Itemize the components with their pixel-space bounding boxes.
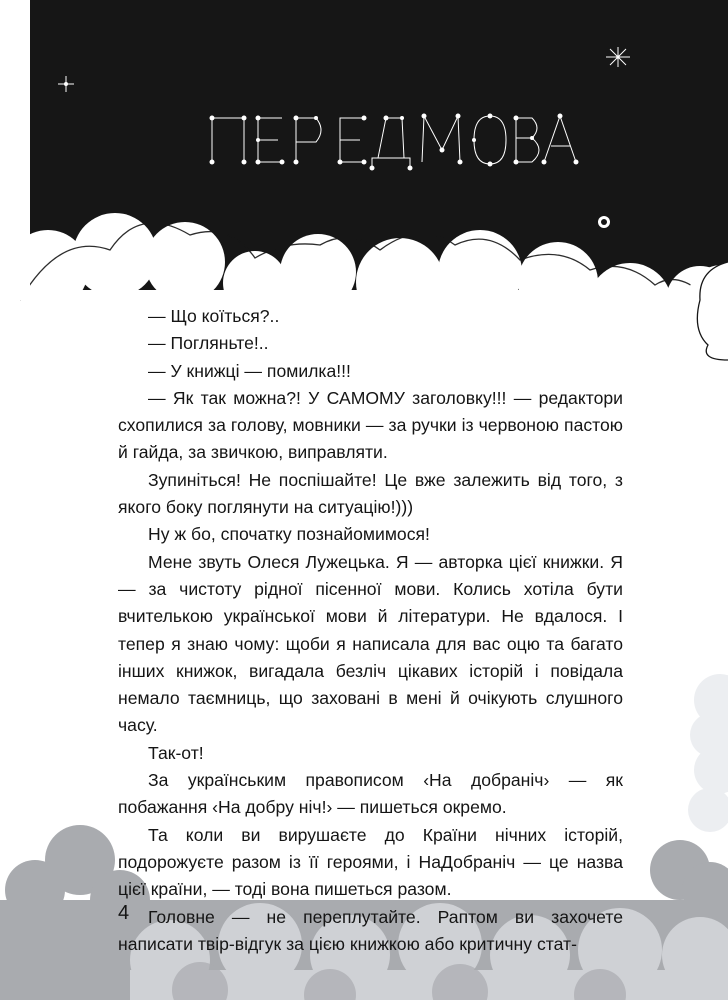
- paragraph: Ну ж бо, спочатку познайомимося!: [148, 524, 430, 545]
- preface-text: [118, 303, 623, 958]
- paragraph: За українським правописом ‹На добраніч› — як побажання ‹На добру ніч!› — пишеться окремо.: [118, 770, 623, 818]
- page-title: [206, 96, 546, 176]
- paragraph: Мене звуть Олеся Лужецька. Я — авторка цієї книжки. Я — за чистоту рідної пісенної мови. Колись хотіла бути вчителькою української мови й літератури. Не вдалося. І тепер я знаю чому: щоби я написала для вас оцю та багато інших книжок, вигадала безліч цікавих історій і повідала немало таємниць, що заховані в мені й очікують слушного часу.: [118, 551, 623, 736]
- side-clouds: [688, 674, 728, 832]
- page-title-text: [206, 96, 546, 150]
- paragraph: Та коли ви вирушаєте до Країни нічних історій, подорожуєте разом із її героями, і НаДобраніч — це назва цієї країни, — тоді вона пишеться разом.: [118, 824, 623, 900]
- page-number: 4: [118, 902, 130, 924]
- paragraph: Зупиніться! Не поспішайте! Це вже залежить від того, з якого боку поглянути на ситуацію!))): [118, 469, 623, 518]
- paragraph: Головне — не переплутайте. Раптом ви захочете написати твір-відгук за цією книжкою або критичну стат-: [118, 906, 623, 954]
- paragraph: Так-от!: [148, 742, 204, 763]
- paragraph: — У книжці — помилка!!!: [148, 360, 351, 381]
- paragraph: — Що коїться?..: [148, 306, 280, 326]
- paragraph: — Як так можна?! У САМОМУ заголовку!!! — редактори схопилися за голову, мовники — за ручки із червоною пастою й гайда, за звичкою, виправляти.: [118, 387, 623, 463]
- paragraph: — Погляньте!..: [148, 333, 269, 354]
